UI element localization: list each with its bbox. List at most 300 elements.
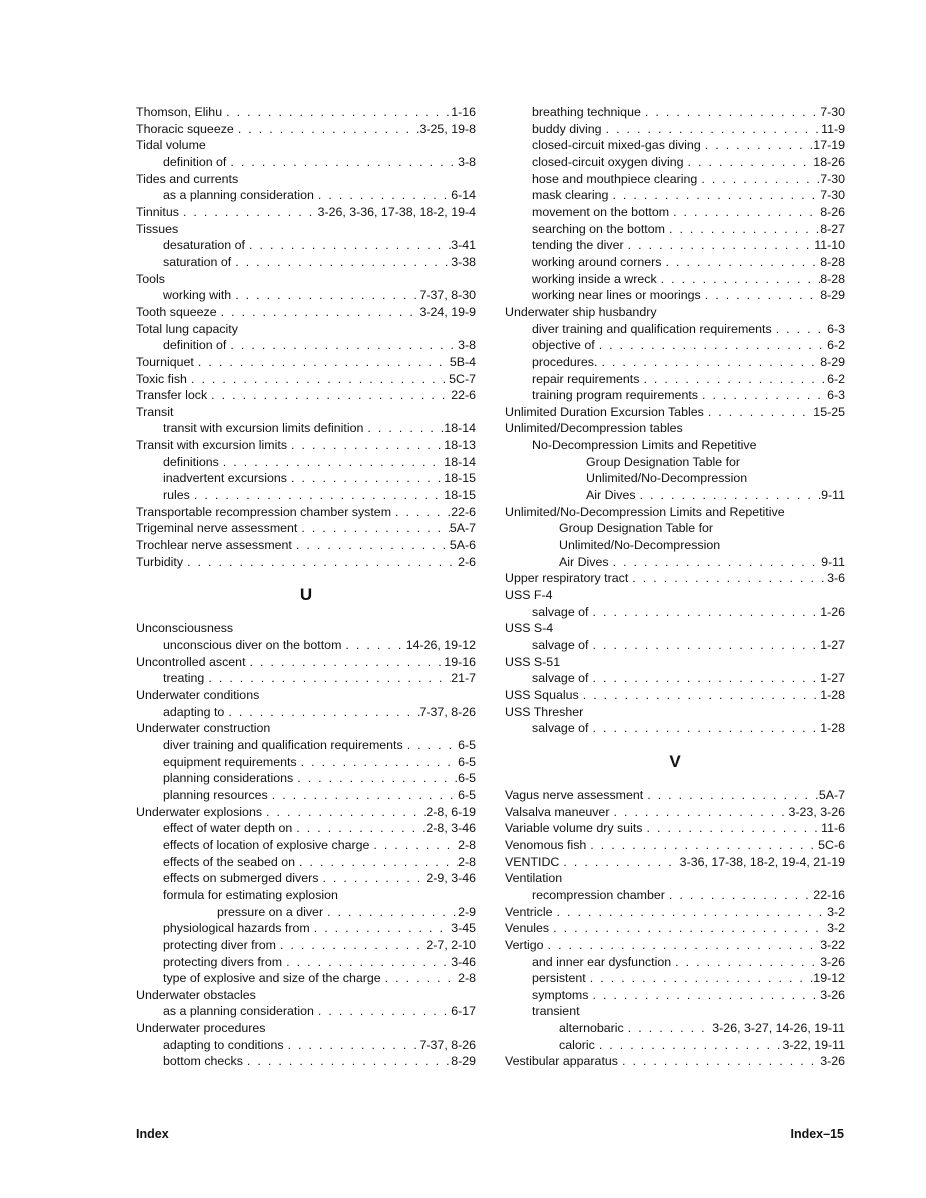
index-entry [136, 237, 476, 254]
index-entry [505, 137, 845, 154]
index-term: effects of the seabed on [163, 854, 296, 869]
index-term: Valsalva maneuver [505, 804, 610, 819]
index-entry [136, 854, 476, 871]
index-term: repair requirements [532, 371, 640, 386]
index-entry [505, 437, 845, 454]
index-term: Tourniquet [136, 354, 194, 369]
index-page-refs: 2-7, 2-10 [426, 937, 476, 952]
index-term: Group Designation Table for [559, 521, 714, 536]
dot-leader [226, 337, 458, 354]
dot-leader [363, 420, 444, 437]
index-entry [136, 787, 476, 804]
index-page-refs: 3-45 [451, 921, 476, 936]
index-term: Tides and currents [136, 171, 239, 186]
dot-leader [310, 920, 451, 937]
index-term: Unlimited/No-Decompression [586, 471, 748, 486]
index-entry [505, 970, 845, 987]
index-term: Unlimited/No-Decompression Limits and Repetitive [505, 504, 785, 519]
dot-leader [698, 387, 827, 404]
index-term: Toxic fish [136, 371, 187, 386]
dot-leader [624, 1020, 713, 1037]
index-entry [136, 337, 476, 354]
index-entry [505, 670, 845, 687]
index-page-refs: 8-27 [820, 221, 845, 236]
dot-leader [219, 454, 445, 471]
index-term: Transportable recompression chamber system [136, 504, 392, 519]
index-term: Trochlear nerve assessment [136, 538, 292, 553]
dot-leader [628, 570, 827, 587]
index-term: Ventilation [505, 871, 563, 886]
dot-leader [292, 820, 426, 837]
footer-section-label: Index [136, 1127, 169, 1141]
index-page-refs: 2-8, 6-19 [426, 804, 476, 819]
index-entry [136, 137, 476, 154]
index-page-refs: 22-6 [451, 504, 476, 519]
index-term: objective of [532, 338, 595, 353]
dot-leader [369, 837, 458, 854]
index-page-refs: 5C-7 [449, 371, 476, 386]
index-term: symptoms [532, 987, 589, 1002]
index-term: working with [163, 288, 232, 303]
index-page-refs: 3-26 [820, 954, 845, 969]
index-entry [136, 754, 476, 771]
index-term: Vertigo [505, 937, 544, 952]
dot-leader [701, 137, 814, 154]
dot-leader [217, 304, 420, 321]
dot-leader [297, 754, 458, 771]
dot-leader [772, 321, 827, 338]
index-term: caloric [559, 1037, 595, 1052]
dot-leader [597, 354, 820, 371]
dot-leader [262, 804, 426, 821]
index-entry [136, 904, 476, 921]
index-term: Tools [136, 271, 165, 286]
index-entry [136, 470, 476, 487]
index-term: Total lung capacity [136, 321, 238, 336]
index-page-refs: 7-30 [820, 188, 845, 203]
dot-leader [586, 970, 814, 987]
index-column-right [505, 104, 845, 1070]
index-term: hose and mouthpiece clearing [532, 171, 698, 186]
index-entry [505, 221, 845, 238]
index-page-refs: 2-8 [458, 837, 476, 852]
index-entry [505, 704, 845, 721]
index-term: treating [163, 671, 205, 686]
index-page-refs: 3-22, 19-11 [782, 1037, 845, 1052]
index-term: Tissues [136, 221, 179, 236]
index-entry [505, 171, 845, 188]
index-entry [136, 837, 476, 854]
dot-leader [588, 604, 820, 621]
dot-leader [588, 670, 820, 687]
index-entry [136, 920, 476, 937]
dot-leader [222, 104, 451, 121]
dot-leader [231, 287, 419, 304]
dot-leader [224, 704, 419, 721]
dot-leader [559, 854, 679, 871]
index-page-refs: 15-25 [813, 404, 845, 419]
dot-leader [234, 121, 420, 138]
index-term: salvage of [532, 671, 589, 686]
dot-leader [287, 470, 444, 487]
dot-leader [595, 337, 827, 354]
dot-leader [553, 904, 828, 921]
index-term: salvage of [532, 721, 589, 736]
index-term: Vestibular apparatus [505, 1054, 618, 1069]
index-term: protecting diver from [163, 937, 276, 952]
index-term: pressure on a diver [217, 904, 324, 919]
index-page-refs: 3-8 [458, 154, 476, 169]
dot-leader [588, 637, 820, 654]
dot-leader [586, 837, 818, 854]
index-page-refs: 6-3 [827, 321, 845, 336]
index-entry [136, 404, 476, 421]
index-term: adapting to conditions [163, 1037, 284, 1052]
index-term: Variable volume dry suits [505, 821, 643, 836]
index-term: Group Designation Table for [586, 454, 741, 469]
index-term: desaturation of [163, 238, 245, 253]
index-page-refs: 5C-6 [818, 837, 845, 852]
index-page-refs: 18-15 [444, 488, 476, 503]
dot-leader [602, 121, 822, 138]
dot-leader [588, 720, 820, 737]
index-term: Unlimited Duration Excursion Tables [505, 404, 704, 419]
index-entry [136, 1037, 476, 1054]
dot-leader [381, 970, 458, 987]
index-entry [505, 404, 845, 421]
dot-leader [314, 1003, 451, 1020]
index-entry [505, 987, 845, 1004]
index-term: Unlimited/Decompression tables [505, 421, 683, 436]
index-term: definition of [163, 154, 227, 169]
index-term: Air Dives [559, 554, 609, 569]
dot-leader [231, 254, 451, 271]
index-page-refs: 7-30 [820, 171, 845, 186]
index-term: diver training and qualification requirements [163, 737, 403, 752]
index-page-refs: 3-8 [458, 338, 476, 353]
index-entry [505, 904, 845, 921]
index-entry [136, 654, 476, 671]
index-entry [505, 237, 845, 254]
dot-leader [341, 637, 405, 654]
index-page-refs: 1-16 [451, 105, 476, 119]
index-page-refs: 3-25, 19-8 [419, 121, 476, 136]
index-page-refs: 19-12 [813, 971, 845, 986]
index-entry [505, 420, 845, 437]
index-page-refs: 6-3 [827, 388, 845, 403]
dot-leader [697, 171, 820, 188]
index-entry [136, 171, 476, 188]
index-term: Upper respiratory tract [505, 571, 629, 586]
index-term: transit with excursion limits definition [163, 421, 364, 436]
index-entry [505, 520, 845, 537]
index-page-refs: 22-16 [813, 887, 845, 902]
index-term: unconscious diver on the bottom [163, 638, 342, 653]
index-term: tending the diver [532, 238, 624, 253]
index-entry [505, 1020, 845, 1037]
index-page-refs: 2-9, 3-46 [426, 871, 476, 886]
dot-leader [549, 920, 827, 937]
index-entry [136, 554, 476, 571]
index-entry [505, 570, 845, 587]
dot-leader [207, 387, 451, 404]
index-entry [505, 387, 845, 404]
index-term: Transit with excursion limits [136, 438, 288, 453]
index-entry [505, 371, 845, 388]
index-term: VENTIDC [505, 854, 560, 869]
index-term: Ventricle [505, 904, 553, 919]
index-entry [505, 870, 845, 887]
index-page-refs: 11-6 [821, 821, 845, 836]
index-term: USS F-4 [505, 588, 553, 603]
index-entry [505, 354, 845, 371]
index-term: as a planning consideration [163, 1004, 314, 1019]
index-page-refs: 2-6 [458, 554, 476, 569]
index-term: Underwater procedures [136, 1021, 266, 1036]
index-term: movement on the bottom [532, 204, 670, 219]
index-term: Tidal volume [136, 138, 206, 153]
section-letter-heading: U [299, 585, 313, 605]
index-term: Venules [505, 921, 550, 936]
index-entry [136, 520, 476, 537]
index-term: equipment requirements [163, 754, 297, 769]
index-term: USS S-51 [505, 654, 561, 669]
index-entry [505, 787, 845, 804]
index-term: type of explosive and size of the charge [163, 971, 381, 986]
index-page-refs: 6-5 [458, 787, 476, 802]
index-entry [136, 154, 476, 171]
index-term: physiological hazards from [163, 921, 310, 936]
dot-leader [318, 870, 426, 887]
index-page-refs: 3-23, 3-26 [788, 804, 845, 819]
index-entry [505, 720, 845, 737]
dot-leader [190, 487, 444, 504]
index-term: effect of water depth on [163, 821, 293, 836]
index-term: as a planning consideration [163, 188, 314, 203]
index-page-refs: 7-37, 8-30 [419, 288, 476, 303]
index-page-refs: 3-36, 17-38, 18-2, 19-4, 21-19 [679, 854, 845, 869]
index-entry [505, 487, 845, 504]
index-term: Trigeminal nerve assessment [136, 521, 298, 536]
index-entry [136, 104, 476, 121]
dot-leader [608, 187, 820, 204]
index-page-refs: 18-13 [444, 438, 476, 453]
index-term: buddy diving [532, 121, 602, 136]
index-entry [505, 1037, 845, 1054]
dot-leader [226, 154, 458, 171]
index-page-refs: 1-27 [820, 671, 845, 686]
index-entry [136, 1053, 476, 1070]
index-term: and inner ear dysfunction [532, 954, 672, 969]
index-page-refs: 14-26, 19-12 [405, 638, 476, 653]
index-page-refs: 2-9 [458, 904, 476, 919]
dot-leader [639, 371, 827, 388]
index-entry [505, 854, 845, 871]
index-page-refs: 8-29 [820, 288, 845, 303]
index-page-refs: 6-17 [451, 1004, 476, 1019]
index-page-refs: 6-14 [451, 188, 476, 203]
index-page-refs: 3-46 [451, 954, 476, 969]
index-entry [505, 204, 845, 221]
index-page-refs: 5A-7 [449, 521, 476, 536]
index-term: rules [163, 488, 190, 503]
index-term: Air Dives [586, 488, 636, 503]
index-term: searching on the bottom [532, 221, 665, 236]
footer-page-number: Index–15 [790, 1127, 844, 1141]
index-term: Uncontrolled ascent [136, 654, 246, 669]
index-entry [505, 104, 845, 121]
index-entry [505, 454, 845, 471]
index-term: USS Squalus [505, 687, 579, 702]
index-page-refs: 6-2 [827, 371, 845, 386]
index-page-refs: 3-26 [820, 987, 845, 1002]
index-entry [136, 437, 476, 454]
dot-leader [268, 787, 458, 804]
index-term: mask clearing [532, 188, 609, 203]
index-entry [505, 337, 845, 354]
index-term: bottom checks [163, 1054, 243, 1069]
dot-leader [684, 154, 814, 171]
index-term: No-Decompression Limits and Repetitive [532, 438, 757, 453]
index-entry [136, 1003, 476, 1020]
dot-leader [579, 687, 820, 704]
index-page-refs: 3-38 [451, 254, 476, 269]
index-page-refs: 8-26 [820, 204, 845, 219]
index-entry [136, 954, 476, 971]
index-page-refs: 6-5 [458, 754, 476, 769]
index-entry [505, 1003, 845, 1020]
dot-leader [323, 904, 458, 921]
index-entry [136, 121, 476, 138]
index-page-refs: 3-2 [827, 904, 845, 919]
index-page-refs: 5B-4 [449, 354, 476, 369]
index-entry [505, 537, 845, 554]
index-page-refs: 11-9 [821, 121, 845, 136]
index-term: training program requirements [532, 388, 698, 403]
index-page-refs: 22-6 [451, 388, 476, 403]
index-entry [505, 687, 845, 704]
index-term: Underwater obstacles [136, 987, 256, 1002]
index-entry [136, 970, 476, 987]
index-entry [505, 504, 845, 521]
index-page-refs: 7-37, 8-26 [419, 1037, 476, 1052]
index-entry [136, 221, 476, 238]
dot-leader [179, 204, 318, 221]
index-entry [505, 804, 845, 821]
dot-leader [282, 954, 451, 971]
dot-leader [643, 820, 822, 837]
dot-leader [641, 104, 820, 121]
index-term: working inside a wreck [532, 271, 657, 286]
index-entry [505, 937, 845, 954]
index-entry [505, 637, 845, 654]
dot-leader [671, 954, 820, 971]
index-page-refs: 8-28 [820, 271, 845, 286]
index-page-refs: 18-14 [444, 454, 476, 469]
index-page-refs: 2-8 [458, 854, 476, 869]
index-term: recompression chamber [532, 887, 665, 902]
index-page-refs: 1-26 [820, 604, 845, 619]
dot-leader [284, 1037, 420, 1054]
index-entry [136, 770, 476, 787]
dot-leader [588, 987, 820, 1004]
index-page-refs: 9-11 [821, 554, 845, 569]
index-page-refs: 3-24, 19-9 [419, 304, 476, 319]
index-term: effects of location of explosive charge [163, 837, 370, 852]
dot-leader [403, 737, 458, 754]
index-page-refs: 17-19 [813, 138, 845, 153]
index-term: working around corners [532, 254, 662, 269]
index-entry [136, 187, 476, 204]
index-page-refs: 3-26, 3-27, 14-26, 19-11 [712, 1021, 845, 1036]
dot-leader [609, 804, 788, 821]
index-term: closed-circuit oxygen diving [532, 154, 684, 169]
index-entry [505, 887, 845, 904]
index-term: formula for estimating explosion [163, 887, 338, 902]
index-entry [136, 454, 476, 471]
index-entry [136, 204, 476, 221]
dot-leader [204, 670, 451, 687]
index-page-refs: 6-5 [458, 771, 476, 786]
index-entry [136, 737, 476, 754]
index-term: Tooth squeeze [136, 304, 217, 319]
dot-leader [657, 271, 821, 288]
index-page-refs: 1-28 [820, 721, 845, 736]
index-entry [136, 870, 476, 887]
index-entry [505, 1053, 845, 1070]
index-entry [505, 304, 845, 321]
index-entry [136, 887, 476, 904]
index-entry [505, 620, 845, 637]
index-term: planning resources [163, 787, 268, 802]
index-entry [505, 954, 845, 971]
index-term: diver training and qualification requirements [532, 321, 772, 336]
dot-leader [704, 404, 813, 421]
index-term: working near lines or moorings [532, 288, 701, 303]
index-term: breathing technique [532, 105, 641, 119]
index-page-refs: 3-41 [451, 238, 476, 253]
index-entry [505, 321, 845, 338]
index-term: Turbidity [136, 554, 184, 569]
index-entry [505, 820, 845, 837]
index-page-refs: 3-22 [820, 937, 845, 952]
index-term: closed-circuit mixed-gas diving [532, 138, 701, 153]
index-page-refs: 3-26 [820, 1054, 845, 1069]
index-entry [505, 654, 845, 671]
index-page-refs: 8-28 [820, 254, 845, 269]
index-term: protecting divers from [163, 954, 283, 969]
index-entry [505, 837, 845, 854]
index-entry [136, 937, 476, 954]
index-entry [136, 354, 476, 371]
dot-leader [391, 504, 451, 521]
index-page-refs: 18-15 [444, 471, 476, 486]
index-term: Tinnitus [136, 204, 179, 219]
index-entry [136, 487, 476, 504]
dot-leader [187, 371, 449, 388]
index-term: procedures. [532, 354, 598, 369]
index-term: saturation of [163, 254, 232, 269]
index-term: Venomous fish [505, 837, 587, 852]
index-entry [505, 271, 845, 288]
index-term: persistent [532, 971, 586, 986]
index-page-refs: 8-29 [820, 354, 845, 369]
index-term: USS Thresher [505, 704, 584, 719]
index-entry [136, 321, 476, 338]
index-page-refs: 2-8 [458, 971, 476, 986]
index-term: inadvertent excursions [163, 471, 287, 486]
index-entry [505, 920, 845, 937]
